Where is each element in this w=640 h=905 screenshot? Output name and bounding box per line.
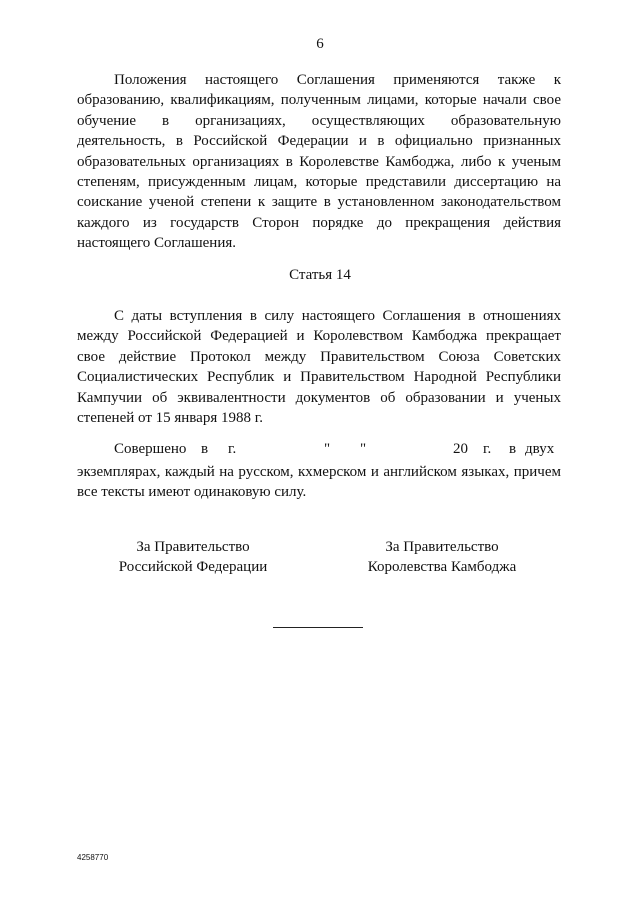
signature-russia-line2: Российской Федерации bbox=[118, 559, 268, 576]
date-quote-open: " bbox=[324, 441, 331, 457]
signature-cambodia-line2: Королевства Камбоджа bbox=[367, 559, 517, 576]
signature-block-cambodia bbox=[322, 537, 562, 578]
done-word: Совершено bbox=[114, 441, 187, 457]
document-id: 4258770 bbox=[77, 853, 109, 862]
date-quote-close: " bbox=[360, 441, 367, 457]
end-divider bbox=[273, 627, 363, 628]
signature-block-russia bbox=[73, 537, 313, 578]
done-two-word: двух bbox=[525, 441, 555, 457]
signature-russia-line1: За Правительство bbox=[136, 539, 250, 555]
done-in-word: в bbox=[201, 441, 209, 457]
done-year: 20 bbox=[453, 441, 468, 457]
done-at-rest: экземплярах, каждый на русском, кхмерском и английском языках, причем все тексты имеют одинаковую силу. bbox=[77, 464, 561, 501]
article-14-heading: Статья 14 bbox=[289, 267, 351, 283]
page-number: 6 bbox=[316, 36, 324, 52]
signature-cambodia-line1: За Правительство bbox=[385, 539, 499, 555]
paragraph-scope: Положения настоящего Соглашения применяются также к образованию, квалификациям, полученным лицами, которые начали свое обучение в организациях, осуществляющих образовательную деятельность, в Российской Федерации и в официально признанных образовательных организациях в Королевстве Камбоджа, либо к ученым степеням, присужденным лицам, которые представили диссертацию на соискание ученой степени к защите в установленном законодательством каждого из государств Сторон порядке до прекращения действия настоящего Соглашения. bbox=[77, 72, 561, 252]
done-at-line bbox=[77, 441, 561, 462]
done-in-word-2: в bbox=[509, 441, 517, 457]
done-city-abbrev: г. bbox=[228, 441, 237, 457]
done-year-abbrev: г. bbox=[483, 441, 492, 457]
article-14-text: С даты вступления в силу настоящего Соглашения в отношениях между Российской Федерацией и Королевством Камбоджа прекращает свое действие Протокол между Правительством Союза Советских Социалистических Республик и Правительством Народной Республики Кампучии об эквивалентности документов об образовании и ученых степеней от 15 января 1988 г. bbox=[77, 308, 561, 427]
